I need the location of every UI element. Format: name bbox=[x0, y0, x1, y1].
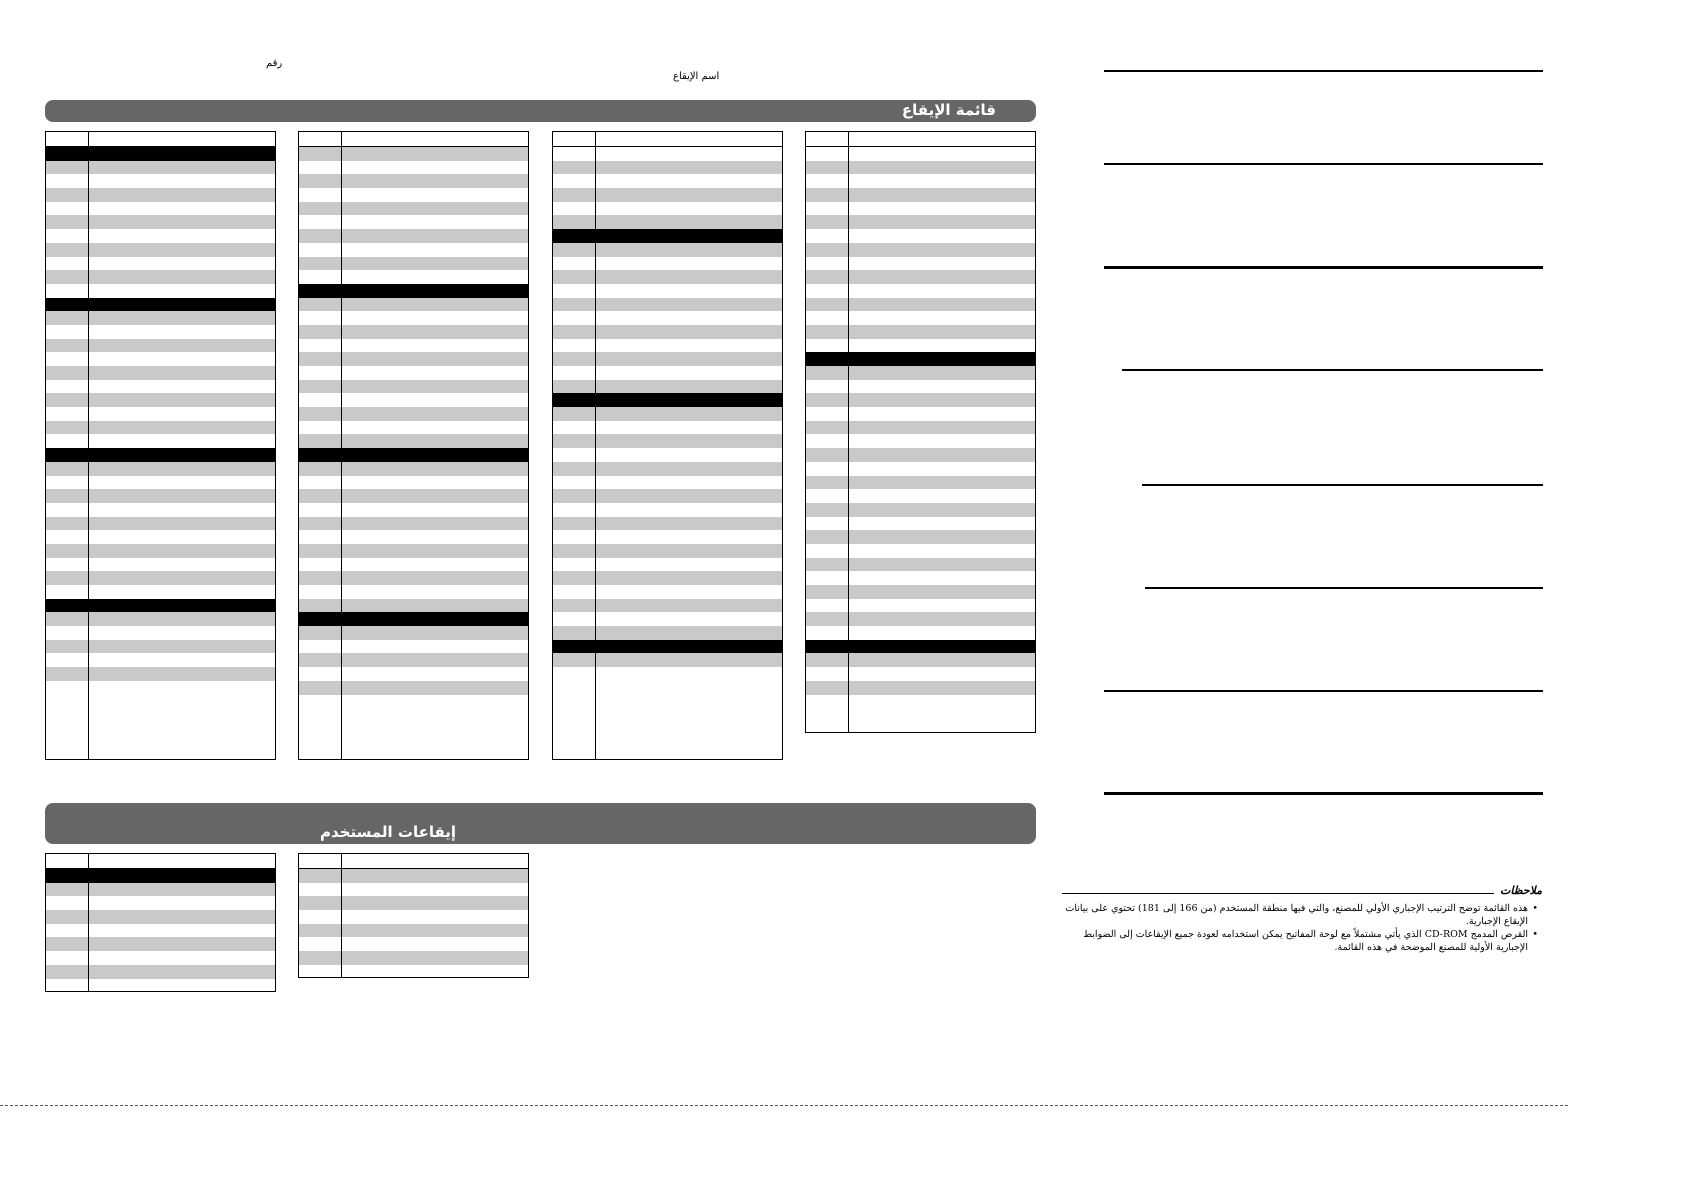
table-row bbox=[299, 883, 528, 897]
table-row bbox=[806, 476, 1035, 490]
table-row bbox=[806, 161, 1035, 175]
table-row bbox=[553, 270, 782, 284]
table-row bbox=[553, 558, 782, 572]
note-item: • القرص المدمج CD-ROM الذي يأتي مشتملاً مع لوحة المفاتيح يمكن استخدامه لعودة جميع الإيقاعات إلى الضوابط الإجبارية الأولية للمصنع الموضحة في هذه القائمة. bbox=[1062, 928, 1528, 954]
rhythm-list-title: قائمة الإيقاع bbox=[901, 101, 996, 119]
table-row bbox=[46, 339, 275, 353]
table-row bbox=[299, 311, 528, 325]
table-header-row bbox=[806, 132, 1035, 147]
table-row bbox=[806, 298, 1035, 312]
rhythm-list-banner bbox=[45, 100, 1036, 122]
column-divider bbox=[88, 132, 89, 759]
table-row bbox=[553, 215, 782, 229]
table-row bbox=[299, 325, 528, 339]
table-row bbox=[806, 448, 1035, 462]
entry-line bbox=[1145, 587, 1543, 589]
table-row bbox=[299, 544, 528, 558]
table-row bbox=[46, 640, 275, 654]
table-row bbox=[806, 229, 1035, 243]
table-row bbox=[299, 503, 528, 517]
note-item: • هذه القائمة توضح الترتيب الإجباري الأولي للمصنع، والتي فيها منطقة المستخدم (من 166 إلى 181) تحتوي على بيانات الإيقاع الإجبارية. bbox=[1062, 902, 1528, 928]
table-row bbox=[299, 517, 528, 531]
category-row bbox=[806, 352, 1035, 366]
table-row bbox=[806, 366, 1035, 380]
table-row bbox=[553, 517, 782, 531]
category-row bbox=[299, 448, 528, 462]
table-row bbox=[299, 653, 528, 667]
table-row bbox=[46, 380, 275, 394]
table-row bbox=[46, 951, 275, 965]
table-row bbox=[299, 202, 528, 216]
table-row bbox=[299, 257, 528, 271]
table-row bbox=[46, 407, 275, 421]
table-row bbox=[553, 188, 782, 202]
category-row bbox=[299, 612, 528, 626]
table-row bbox=[553, 174, 782, 188]
table-row bbox=[46, 366, 275, 380]
table-row bbox=[553, 380, 782, 394]
table-row bbox=[553, 503, 782, 517]
table-row bbox=[806, 407, 1035, 421]
table-row bbox=[806, 462, 1035, 476]
table-row bbox=[46, 571, 275, 585]
table-row bbox=[299, 910, 528, 924]
table-row bbox=[553, 599, 782, 613]
table-row bbox=[46, 910, 275, 924]
table-row bbox=[806, 489, 1035, 503]
table-row bbox=[806, 147, 1035, 161]
table-row bbox=[46, 161, 275, 175]
table-row bbox=[806, 558, 1035, 572]
entry-line bbox=[1142, 484, 1543, 486]
table-row bbox=[299, 937, 528, 951]
column-divider bbox=[341, 854, 342, 977]
table-row bbox=[553, 339, 782, 353]
table-row bbox=[806, 325, 1035, 339]
table-row bbox=[299, 476, 528, 490]
table-row bbox=[46, 544, 275, 558]
table-row bbox=[553, 489, 782, 503]
table-row bbox=[806, 434, 1035, 448]
table-row bbox=[553, 476, 782, 490]
column-divider bbox=[848, 132, 849, 732]
table-row bbox=[806, 695, 1035, 709]
table-row bbox=[806, 530, 1035, 544]
table-row bbox=[299, 585, 528, 599]
table-row bbox=[806, 653, 1035, 667]
table-row bbox=[46, 896, 275, 910]
table-row bbox=[553, 311, 782, 325]
table-row bbox=[553, 352, 782, 366]
user-table-1 bbox=[45, 853, 276, 992]
table-row bbox=[46, 476, 275, 490]
table-row bbox=[46, 311, 275, 325]
table-row bbox=[299, 599, 528, 613]
table-row bbox=[806, 612, 1035, 626]
table-row bbox=[46, 352, 275, 366]
table-row bbox=[806, 243, 1035, 257]
table-row bbox=[46, 462, 275, 476]
table-row bbox=[46, 517, 275, 531]
table-row bbox=[806, 626, 1035, 640]
table-row bbox=[299, 270, 528, 284]
table-row bbox=[46, 503, 275, 517]
table-row bbox=[806, 667, 1035, 681]
table-row bbox=[553, 202, 782, 216]
user-table-2 bbox=[298, 853, 529, 978]
table-row bbox=[46, 681, 275, 695]
table-row bbox=[46, 585, 275, 599]
table-row bbox=[806, 585, 1035, 599]
table-row bbox=[806, 681, 1035, 695]
table-row bbox=[46, 270, 275, 284]
table-row bbox=[46, 937, 275, 951]
table-row bbox=[299, 896, 528, 910]
table-row bbox=[299, 366, 528, 380]
table-row bbox=[299, 174, 528, 188]
table-row bbox=[46, 215, 275, 229]
table-row bbox=[46, 174, 275, 188]
notes-section bbox=[1062, 884, 1542, 954]
column-divider bbox=[595, 132, 596, 759]
table-row bbox=[806, 270, 1035, 284]
table-row bbox=[553, 653, 782, 667]
table-row bbox=[299, 530, 528, 544]
table-row bbox=[553, 298, 782, 312]
entry-line bbox=[1104, 163, 1543, 165]
table-row bbox=[299, 667, 528, 681]
table-row bbox=[299, 407, 528, 421]
category-row bbox=[46, 448, 275, 462]
table-row bbox=[553, 147, 782, 161]
category-row bbox=[46, 869, 275, 883]
table-row bbox=[299, 229, 528, 243]
table-row bbox=[299, 393, 528, 407]
table-row bbox=[806, 202, 1035, 216]
user-rhythms-banner bbox=[45, 803, 1036, 844]
table-row bbox=[46, 558, 275, 572]
table-row bbox=[553, 544, 782, 558]
table-row bbox=[299, 161, 528, 175]
category-row bbox=[46, 599, 275, 613]
table-row bbox=[299, 558, 528, 572]
table-row bbox=[299, 681, 528, 695]
category-row bbox=[806, 640, 1035, 654]
table-row bbox=[553, 571, 782, 585]
table-row bbox=[553, 325, 782, 339]
table-row bbox=[46, 421, 275, 435]
table-row bbox=[806, 421, 1035, 435]
table-row bbox=[299, 188, 528, 202]
entry-line bbox=[1104, 266, 1543, 269]
user-rhythms-title: إيقاعات المستخدم bbox=[320, 823, 457, 841]
category-row bbox=[46, 298, 275, 312]
column-divider bbox=[341, 132, 342, 759]
entry-line bbox=[1104, 792, 1543, 795]
table-row bbox=[553, 434, 782, 448]
table-row bbox=[46, 653, 275, 667]
table-row bbox=[46, 393, 275, 407]
table-row bbox=[46, 612, 275, 626]
table-row bbox=[46, 667, 275, 681]
table-row bbox=[299, 626, 528, 640]
rhythm-table-4 bbox=[805, 131, 1036, 733]
table-row bbox=[553, 161, 782, 175]
entry-line bbox=[1104, 70, 1543, 72]
table-row bbox=[299, 951, 528, 965]
table-row bbox=[299, 298, 528, 312]
table-row bbox=[46, 530, 275, 544]
table-row bbox=[806, 380, 1035, 394]
table-row bbox=[806, 257, 1035, 271]
category-row bbox=[553, 229, 782, 243]
table-row bbox=[46, 924, 275, 938]
number-header-label: رقم bbox=[266, 58, 283, 69]
category-row bbox=[46, 147, 275, 161]
table-row bbox=[299, 243, 528, 257]
table-row bbox=[553, 448, 782, 462]
table-row bbox=[806, 188, 1035, 202]
table-row bbox=[806, 393, 1035, 407]
table-row bbox=[46, 229, 275, 243]
rhythm-table-1 bbox=[45, 131, 276, 760]
table-row bbox=[806, 284, 1035, 298]
table-row bbox=[299, 434, 528, 448]
table-row bbox=[806, 599, 1035, 613]
table-row bbox=[299, 147, 528, 161]
notes-title: ملاحظات bbox=[1500, 884, 1542, 897]
table-row bbox=[806, 339, 1035, 353]
table-row bbox=[806, 174, 1035, 188]
table-row bbox=[299, 869, 528, 883]
table-row bbox=[553, 407, 782, 421]
category-row bbox=[553, 640, 782, 654]
page-bottom-cut-line bbox=[0, 1105, 1568, 1106]
entry-line bbox=[1122, 369, 1543, 371]
table-row bbox=[299, 462, 528, 476]
table-row bbox=[806, 517, 1035, 531]
table-row bbox=[46, 965, 275, 979]
table-row bbox=[806, 571, 1035, 585]
table-row bbox=[46, 243, 275, 257]
table-header-row bbox=[299, 132, 528, 147]
table-header-row bbox=[46, 854, 275, 869]
table-row bbox=[299, 489, 528, 503]
table-row bbox=[553, 612, 782, 626]
table-row bbox=[46, 325, 275, 339]
table-row bbox=[46, 257, 275, 271]
table-row bbox=[46, 284, 275, 298]
table-row bbox=[299, 640, 528, 654]
rhythm-table-2 bbox=[298, 131, 529, 760]
table-row bbox=[553, 421, 782, 435]
table-row bbox=[553, 284, 782, 298]
entry-line bbox=[1104, 690, 1543, 692]
table-row bbox=[553, 626, 782, 640]
table-row bbox=[299, 421, 528, 435]
table-row bbox=[46, 202, 275, 216]
table-row bbox=[806, 215, 1035, 229]
table-header-row bbox=[46, 132, 275, 147]
table-row bbox=[46, 434, 275, 448]
table-row bbox=[46, 883, 275, 897]
table-row bbox=[806, 503, 1035, 517]
table-row bbox=[553, 257, 782, 271]
notes-rule bbox=[1062, 893, 1494, 894]
table-row bbox=[46, 188, 275, 202]
table-row bbox=[553, 366, 782, 380]
table-row bbox=[299, 965, 528, 978]
table-row bbox=[46, 979, 275, 993]
table-header-row bbox=[553, 132, 782, 147]
column-divider bbox=[88, 854, 89, 991]
table-row bbox=[299, 380, 528, 394]
table-row bbox=[806, 544, 1035, 558]
table-header-row bbox=[299, 854, 528, 869]
rhythm-name-header-label: اسم الإيقاع bbox=[673, 71, 720, 82]
table-row bbox=[299, 571, 528, 585]
table-row bbox=[46, 626, 275, 640]
rhythm-table-3 bbox=[552, 131, 783, 760]
table-row bbox=[299, 352, 528, 366]
category-row bbox=[553, 393, 782, 407]
table-row bbox=[299, 215, 528, 229]
table-row bbox=[299, 339, 528, 353]
table-row bbox=[553, 585, 782, 599]
table-row bbox=[553, 462, 782, 476]
table-row bbox=[46, 489, 275, 503]
table-row bbox=[299, 924, 528, 938]
table-row bbox=[806, 311, 1035, 325]
table-row bbox=[553, 243, 782, 257]
category-row bbox=[299, 284, 528, 298]
table-row bbox=[553, 530, 782, 544]
